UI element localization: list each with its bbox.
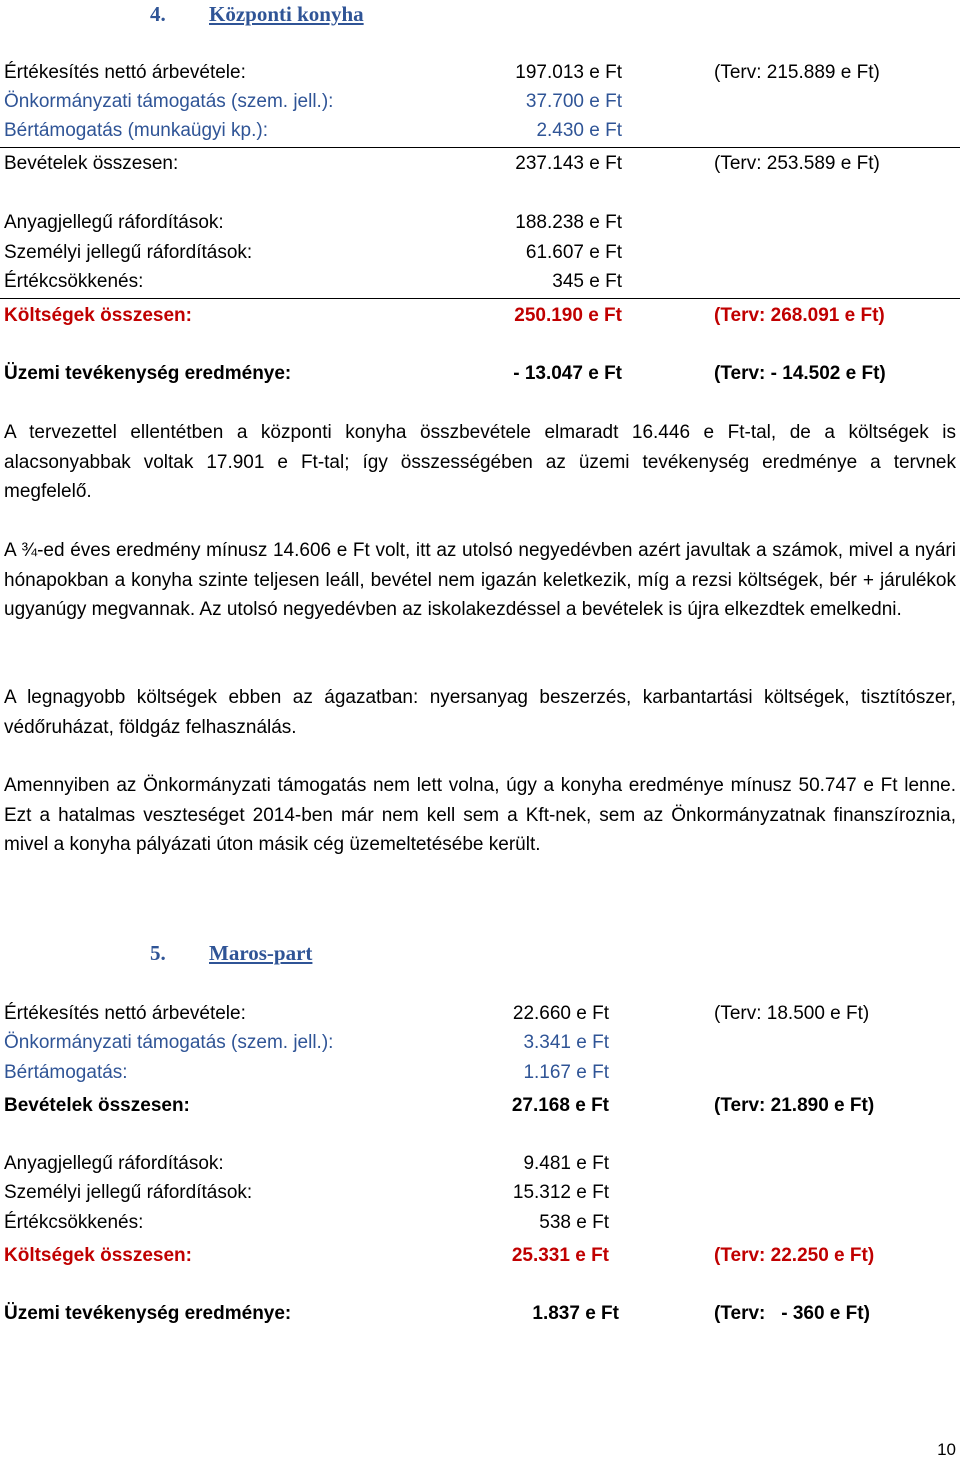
row-amount: 1.167 e Ft xyxy=(523,1062,609,1083)
s4-income-divider xyxy=(0,147,960,148)
row-plan: (Terv: 22.250 e Ft) xyxy=(714,1245,875,1266)
row-amount: 2.430 e Ft xyxy=(536,120,622,141)
row-amount: 9.481 e Ft xyxy=(523,1153,609,1174)
row-label: Értékcsökkenés: xyxy=(4,271,144,292)
row-amount: 61.607 e Ft xyxy=(525,242,622,263)
row-label: Bevételek összesen: xyxy=(4,1095,190,1116)
section-4-title: Központi konyha xyxy=(209,2,364,26)
row-amount: 27.168 e Ft xyxy=(511,1095,609,1116)
row-label: Értékcsökkenés: xyxy=(4,1212,144,1233)
s5-row-wage-support xyxy=(4,1062,960,1088)
row-amount: 1.837 e Ft xyxy=(532,1303,619,1324)
row-amount: 237.143 e Ft xyxy=(515,153,622,174)
row-label: Értékesítés nettó árbevétele: xyxy=(4,1003,246,1024)
row-label: Üzemi tevékenység eredménye: xyxy=(4,363,292,384)
s4-row-depreciation xyxy=(4,271,960,297)
row-amount: 37.700 e Ft xyxy=(525,91,622,112)
row-amount: 25.331 e Ft xyxy=(511,1245,609,1266)
s4-row-personnel-costs xyxy=(4,242,960,268)
row-amount: - 13.047 e Ft xyxy=(513,363,622,384)
row-label: Üzemi tevékenység eredménye: xyxy=(4,1303,292,1324)
row-amount: 3.341 e Ft xyxy=(523,1032,609,1053)
s4-row-wage-support xyxy=(4,120,960,146)
s4-row-income-total xyxy=(4,153,960,179)
section-5-title: Maros-part xyxy=(209,941,313,965)
row-label: Bértámogatás (munkaügyi kp.): xyxy=(4,120,269,141)
section-5-number: 5. xyxy=(150,941,166,965)
row-amount: 22.660 e Ft xyxy=(512,1003,609,1024)
s4-row-operating-result xyxy=(4,363,960,389)
s4-row-material-costs xyxy=(4,212,960,238)
row-label: Önkormányzati támogatás (szem. jell.): xyxy=(4,1032,334,1053)
row-label: Személyi jellegű ráfordítások: xyxy=(4,1182,253,1203)
row-plan: (Terv: - 360 e Ft) xyxy=(714,1303,870,1324)
row-plan: (Terv: 21.890 e Ft) xyxy=(714,1095,875,1116)
s4-paragraph-4: Amennyiben az Önkormányzati támogatás nem lett volna, úgy a konyha eredménye mínusz 50.747 e Ft lenne. Ezt a hatalmas veszteséget 2014-ben már nem kell sem a Kft-nek, sem az Önkormányzatnak finanszíroznia, mivel a konyha pályázati úton másik cég üzemeltetésébe került. xyxy=(4,775,956,855)
s5-row-income-total xyxy=(4,1095,960,1121)
row-plan: (Terv: 215.889 e Ft) xyxy=(714,62,880,83)
row-plan: (Terv: 253.589 e Ft) xyxy=(714,153,880,174)
row-plan: (Terv: - 14.502 e Ft) xyxy=(714,363,886,384)
row-amount: 15.312 e Ft xyxy=(512,1182,609,1203)
row-label: Bértámogatás: xyxy=(4,1062,128,1083)
s4-row-cost-total xyxy=(4,305,960,331)
s4-paragraph-1: A tervezettel ellentétben a központi konyha összbevétele elmaradt 16.446 e Ft-tal, de a költségek is alacsonyabbak voltak 17.901 e Ft-tal; így összességében az üzemi tevékenység eredménye a tervnek megfelelő. xyxy=(4,422,956,502)
row-label: Értékesítés nettó árbevétele: xyxy=(4,62,246,83)
s4-row-municipal-support xyxy=(4,91,960,117)
row-label: Anyagjellegű ráfordítások: xyxy=(4,1153,224,1174)
row-amount: 197.013 e Ft xyxy=(515,62,622,83)
s5-row-revenue xyxy=(4,1003,960,1029)
row-amount: 188.238 e Ft xyxy=(515,212,622,233)
row-label: Önkormányzati támogatás (szem. jell.): xyxy=(4,91,334,112)
page-number: 10 xyxy=(937,1440,956,1459)
row-plan: (Terv: 268.091 e Ft) xyxy=(714,305,885,326)
s5-row-municipal-support xyxy=(4,1032,960,1058)
s4-paragraph-2: A ¾-ed éves eredmény mínusz 14.606 e Ft volt, itt az utolsó negyedévben azért javultak a számok, mivel a nyári hónapokban a konyha szinte teljesen leáll, bevétel nem igazán keletkezik, míg a rezsi költségek, bér + járulékok ugyanúgy megvannak. Az utolsó negyedévben az iskolakezdéssel a bevételek is újra elkezdtek emelkedni. xyxy=(4,540,956,620)
row-amount: 250.190 e Ft xyxy=(514,305,622,326)
section-4-number: 4. xyxy=(150,2,166,26)
s5-row-material-costs xyxy=(4,1153,960,1179)
row-label: Bevételek összesen: xyxy=(4,153,179,174)
row-amount: 345 e Ft xyxy=(552,271,622,292)
s5-row-depreciation xyxy=(4,1212,960,1238)
s5-row-cost-total xyxy=(4,1245,960,1271)
s4-cost-divider xyxy=(0,298,960,299)
row-amount: 538 e Ft xyxy=(539,1212,609,1233)
row-label: Személyi jellegű ráfordítások: xyxy=(4,242,253,263)
row-label: Költségek összesen: xyxy=(4,1245,192,1266)
section-5-heading xyxy=(150,941,312,966)
section-4-heading xyxy=(150,2,364,27)
row-label: Anyagjellegű ráfordítások: xyxy=(4,212,224,233)
s5-row-personnel-costs xyxy=(4,1182,960,1208)
row-label: Költségek összesen: xyxy=(4,305,192,326)
s5-row-operating-result xyxy=(4,1303,960,1329)
row-plan: (Terv: 18.500 e Ft) xyxy=(714,1003,870,1024)
s4-paragraph-3: A legnagyobb költségek ebben az ágazatban: nyersanyag beszerzés, karbantartási költségek, tisztítószer, védőruházat, földgáz felhasználás. xyxy=(4,687,956,738)
s4-row-revenue xyxy=(4,62,960,88)
